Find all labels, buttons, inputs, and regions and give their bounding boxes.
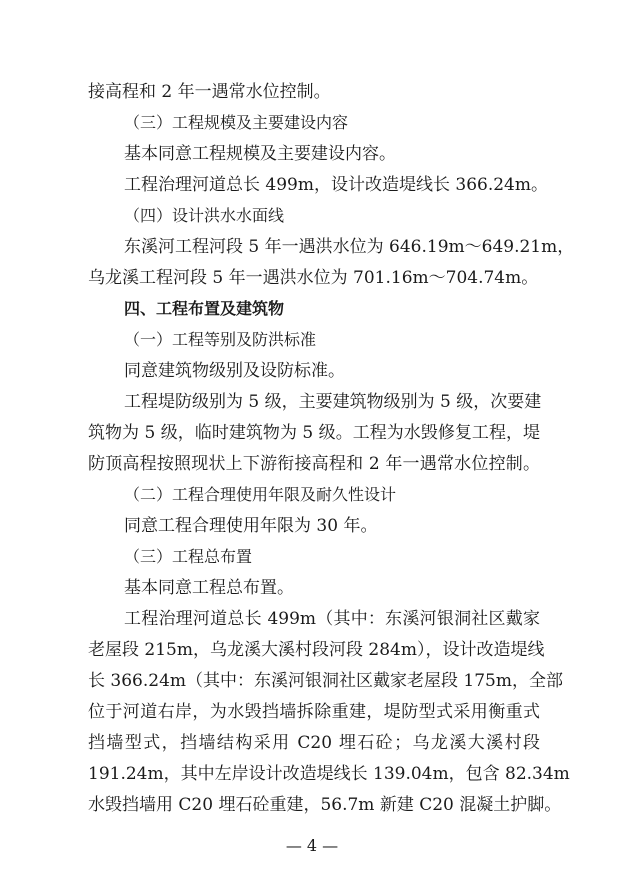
text-line-11: 工程堤防级别为 5 级，主要建筑物级别为 5 级，次要建 bbox=[124, 392, 542, 412]
text-line-15: 同意工程合理使用年限为 30 年。 bbox=[124, 516, 378, 536]
text-line-24: 水毁挡墙用 C20 埋石砼重建，56.7m 新建 C20 混凝土护脚。 bbox=[88, 795, 562, 815]
text-line-1: 接高程和 2 年一遇常水位控制。 bbox=[88, 82, 331, 102]
section-heading-service-life: （二）工程合理使用年限及耐久性设计 bbox=[124, 485, 397, 504]
text-line-13: 防顶高程按照现状上下游衔接高程和 2 年一遇常水位控制。 bbox=[88, 454, 540, 474]
text-line-3: 基本同意工程规模及主要建设内容。 bbox=[124, 144, 396, 164]
chapter-heading-layout: 四、工程布置及建筑物 bbox=[124, 299, 285, 318]
text-line-21: 位于河道右岸，为水毁挡墙拆除重建，堤防型式采用衡重式 bbox=[88, 702, 540, 722]
text-line-18: 工程治理河道总长 499m（其中：东溪河银洞社区戴家 bbox=[124, 609, 540, 629]
section-heading-general-layout: （三）工程总布置 bbox=[124, 547, 253, 566]
section-heading-flood-surface: （四）设计洪水水面线 bbox=[124, 206, 285, 225]
text-line-22: 挡墙型式，挡墙结构采用 C20 埋石砼；乌龙溪大溪村段 bbox=[88, 733, 540, 753]
text-line-23: 191.24m，其中左岸设计改造堤线长 139.04m，包含 82.34m bbox=[88, 764, 570, 784]
text-line-20: 长 366.24m（其中：东溪河银洞社区戴家老屋段 175m，全部 bbox=[88, 671, 563, 691]
text-line-12: 筑物为 5 级，临时建筑物为 5 级。工程为水毁修复工程，堤 bbox=[88, 423, 540, 443]
page-number: — 4 — bbox=[285, 836, 339, 855]
text-line-4: 工程治理河道总长 499m，设计改造堤线长 366.24m。 bbox=[124, 175, 548, 195]
text-line-17: 基本同意工程总布置。 bbox=[124, 578, 294, 598]
text-line-10: 同意建筑物级别及设防标准。 bbox=[124, 361, 345, 381]
section-heading-scale: （三）工程规模及主要建设内容 bbox=[124, 113, 349, 132]
text-line-19: 老屋段 215m，乌龙溪大溪村段河段 284m），设计改造堤线 bbox=[88, 640, 545, 660]
text-line-6: 东溪河工程河段 5 年一遇洪水位为 646.19m～649.21m， bbox=[124, 237, 575, 257]
section-heading-grade: （一）工程等别及防洪标准 bbox=[124, 330, 317, 349]
text-line-7: 乌龙溪工程河段 5 年一遇洪水位为 701.16m～704.74m。 bbox=[88, 268, 539, 288]
